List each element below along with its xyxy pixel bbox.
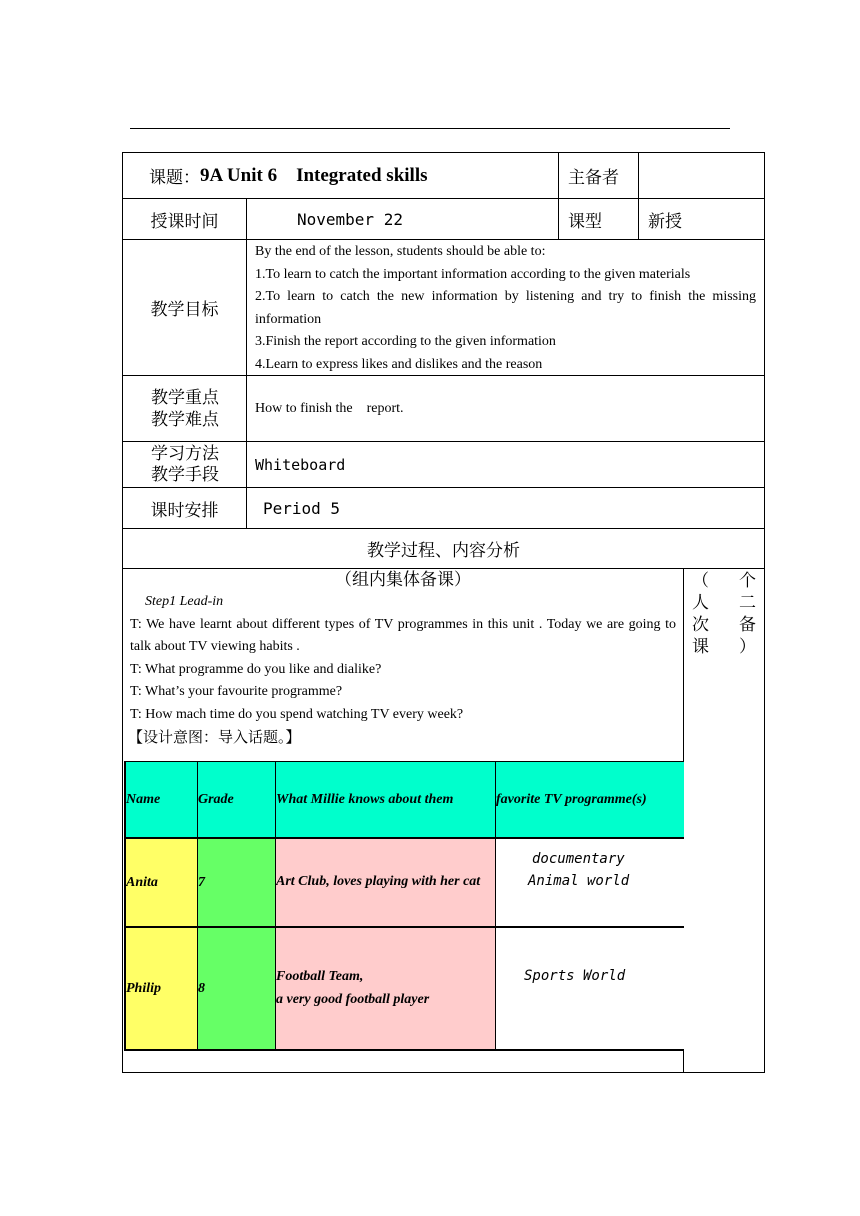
info-header-knows-text: What Millie knows about them [276, 791, 454, 807]
key-value-cell [246, 375, 765, 442]
group-title [122, 569, 684, 591]
method-label-2: 教学手段 [151, 464, 219, 485]
anita-name: Anita [126, 874, 158, 890]
side-note-cell [683, 568, 765, 1073]
dialogue-line: T: What’s your favourite programme? [130, 684, 343, 699]
time-label: 授课时间 [150, 211, 219, 232]
header-rule [130, 128, 730, 129]
preparer-value-cell [638, 152, 765, 199]
info-header-grade-text: Grade [198, 791, 234, 807]
type-value: 新授 [648, 211, 682, 232]
dialogue-line: T: We have learnt about different types of TV programmes in this unit . Today we are going to talk about TV viewing habits . [130, 616, 676, 654]
schedule-value: Period 5 [263, 498, 341, 518]
anita-knows: Art Club, loves playing with her cat [276, 874, 481, 890]
method-label-1: 学习方法 [151, 443, 219, 464]
step-title: Step1 Lead-in [145, 594, 224, 609]
preparer-label-cell [558, 152, 639, 199]
topic-cell [122, 152, 559, 199]
time-label-cell [122, 198, 247, 240]
goals-line: 2.To learn to catch the new information by listening and try to finish the missing information [255, 289, 756, 327]
anita-grade-cell [197, 838, 276, 928]
method-value-cell [246, 441, 765, 488]
philip-grade: 8 [198, 980, 205, 996]
goals-line: 1.To learn to catch the important information according to the given materials [255, 266, 691, 282]
design-note: 【设计意图：导入话题。】 [128, 728, 301, 746]
method-value: Whiteboard [255, 455, 346, 474]
process-title-cell [122, 528, 765, 569]
type-label: 课型 [568, 211, 602, 232]
goals-line: By the end of the lesson, students should be able to: [255, 244, 546, 259]
anita-grade: 7 [198, 874, 205, 890]
philip-name: Philip [126, 980, 162, 996]
goals-line: 4.Learn to express likes and dislikes and the reason [255, 356, 543, 372]
group-title-text: （组内集体备课） [335, 570, 471, 590]
goals-value-cell [246, 239, 765, 376]
key-label-cell [122, 375, 247, 442]
info-header-tv-text: favorite TV programme(s) [496, 791, 647, 807]
philip-knows-1: Football Team, [276, 969, 364, 984]
goals-label-cell [122, 239, 247, 376]
schedule-label-cell [122, 487, 247, 529]
schedule-label: 课时安排 [150, 500, 219, 521]
type-value-cell [638, 198, 765, 240]
anita-tv-cell [495, 838, 684, 928]
info-header-name-text: Name [126, 791, 161, 807]
philip-name-cell [124, 927, 198, 1051]
anita-name-cell [124, 838, 198, 928]
philip-tv-1: Sports World [524, 968, 626, 984]
key-label-1: 教学重点 [151, 387, 219, 408]
preparer-label: 主备者 [568, 168, 619, 188]
lead-in-section [130, 591, 676, 749]
topic-label: 课题： [149, 168, 200, 188]
info-header-tv [495, 761, 684, 839]
topic-text: 9A Unit 6 Integrated skills [200, 164, 428, 186]
schedule-value-cell [246, 487, 765, 529]
philip-tv-cell [495, 927, 684, 1051]
process-title: 教学过程、内容分析 [367, 541, 520, 561]
info-header-grade [197, 761, 276, 839]
time-value: November 22 [297, 209, 403, 229]
method-label-cell [122, 441, 247, 488]
anita-tv-2: Animal world [528, 873, 630, 889]
dialogue-line: T: What programme do you like and dialike? [130, 661, 382, 677]
philip-knows-cell [275, 927, 496, 1051]
key-value: How to finish the report. [255, 400, 404, 416]
dialogue-line: T: How mach time do you spend watching TV every week? [130, 706, 464, 722]
anita-knows-cell [275, 838, 496, 928]
info-header-name [124, 761, 198, 839]
key-label-2: 教学难点 [151, 409, 219, 430]
time-value-cell [246, 198, 559, 240]
side-note: （ 个 人 二 次 备 课） [692, 571, 758, 657]
info-header-knows [275, 761, 496, 839]
philip-grade-cell [197, 927, 276, 1051]
type-label-cell [558, 198, 639, 240]
goals-label: 教学目标 [150, 300, 219, 320]
philip-knows-2: a very good football player [276, 991, 430, 1007]
goals-line: 3.Finish the report according to the given information [255, 334, 556, 349]
anita-tv-1: documentary [532, 851, 625, 867]
